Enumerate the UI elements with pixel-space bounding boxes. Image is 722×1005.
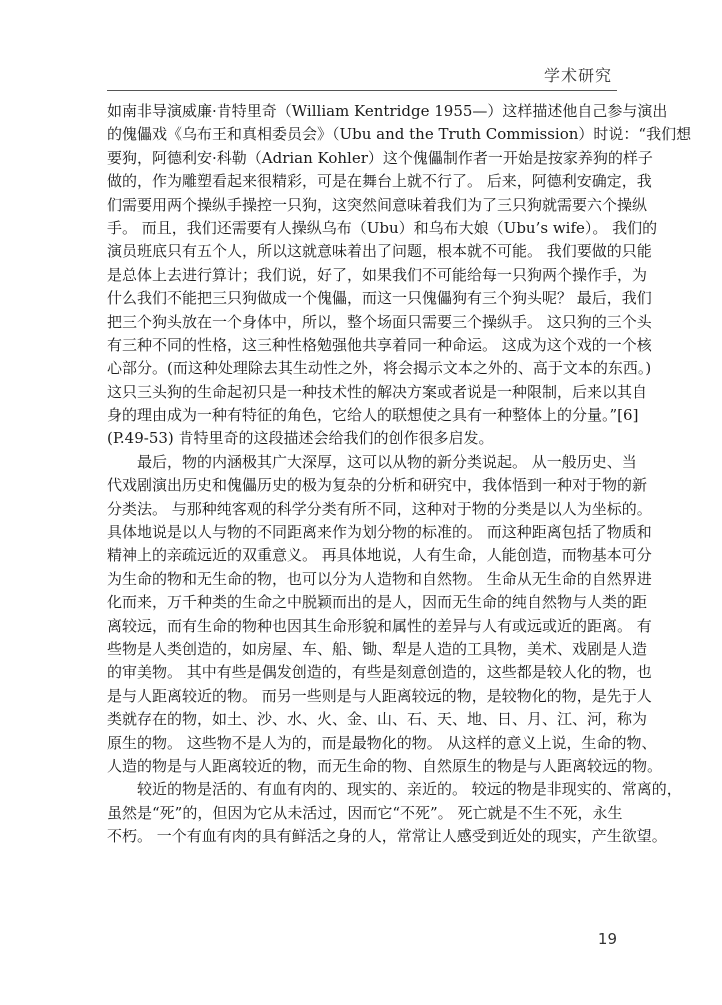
text-line: (P.49-53) 肯特里奇的这段描述会给我们的创作很多启发。	[107, 429, 494, 448]
text-line: 如南非导演威廉·肯特里奇（William Kentridge 1955—）这样描述他自己参与演出	[107, 102, 668, 120]
text-line: 代戏剧演出历史和傀儡历史的极为复杂的分析和研究中，我体悟到一种对于物的新	[107, 476, 648, 495]
text-line: 些物是人类创造的，如房屋、车、船、锄、犁是人造的工具物，美术、戏剧是人造	[107, 639, 648, 658]
text-line: 身的理由成为一种有特征的角色，它给人的联想使之具有一种整体上的分量。”[6]	[107, 406, 639, 425]
text-line: 心部分。(而这种处理除去其生动性之外，将会揭示文本之外的、高于文本的东西。)	[107, 359, 652, 378]
text-line: 类就存在的物，如土、沙、水、火、金、山、石、天、地、日、月、江、河，称为	[107, 710, 648, 729]
text-line: 的审美物。 其中有些是偶发创造的，有些是刻意创造的，这些都是较人化的物，也	[107, 663, 652, 682]
text-line: 的傀儡戏《乌布王和真相委员会》（Ubu and the Truth Commission）时说：“我们想	[107, 125, 692, 144]
text-line: 精神上的亲疏远近的双重意义。 再具体地说，人有生命，人能创造，而物基本可分	[107, 546, 652, 565]
text-line: 虽然是“死”的，但因为它从未活过，因而它“不死”。 死亡就是不生不死，永生	[107, 803, 623, 822]
running-header-title: 学术研究	[543, 66, 612, 85]
paragraph-first-line: 最后，物的内涵极其广大深厚，这可以从物的新分类说起。 从一般历史、当	[137, 452, 637, 471]
text-line: 离较远，而有生命的物种也因其生命形貌和属性的差异与人有或远或近的距离。 有	[107, 616, 652, 635]
text-line: 分类法。 与那种纯客观的科学分类有所不同，这种对于物的分类是以人为坐标的。	[107, 499, 652, 518]
page-number: 19	[597, 930, 617, 948]
text-line: 们需要用两个操纵手操控一只狗，这突然间意味着我们为了三只狗就需要六个操纵	[107, 195, 648, 214]
text-line: 具体地说是以人与物的不同距离来作为划分物的标准的。 而这种距离包括了物质和	[107, 523, 652, 542]
text-line: 化而来，万千种类的生命之中脱颖而出的是人，因而无生命的纯自然物与人类的距	[107, 593, 648, 612]
header-rule	[107, 90, 617, 91]
text-line: 这只三头狗的生命起初只是一种技术性的解决方案或者说是一种限制，后来以其自	[107, 382, 648, 401]
text-line: 把三个狗头放在一个身体中，所以，整个场面只需要三个操纵手。 这只狗的三个头	[107, 312, 652, 331]
text-line: 是总体上去进行算计；我们说，好了，如果我们不可能给每一只狗两个操作手，为	[107, 265, 648, 284]
text-line: 原生的物。 这些物不是人为的，而是最物化的物。 从这样的意义上说，生命的物、	[107, 733, 657, 752]
body-text	[107, 100, 692, 849]
text-line: 人造的物是与人距离较近的物，而无生命的物、自然原生的物是与人距离较远的物。	[107, 756, 663, 775]
paragraph-first-line: 较近的物是活的、有血有肉的、现实的、亲近的。 较远的物是非现实的、常离的，	[137, 780, 682, 799]
text-line: 什么我们不能把三只狗做成一个傀儡，而这一只傀儡狗有三个狗头呢？ 最后，我们	[107, 289, 652, 308]
text-line: 演员班底只有五个人，所以这就意味着出了问题，根本就不可能。 我们要做的只能	[107, 242, 652, 261]
text-line: 要狗，阿德利安·科勒（Adrian Kohler）这个傀儡制作者一开始是按家养狗的样子	[107, 148, 653, 167]
text-line: 不朽。 一个有血有肉的具有鲜活之身的人，常常让人感受到近处的现实，产生欲望。	[107, 827, 667, 846]
text-line: 做的，作为雕塑看起来很精彩，可是在舞台上就不行了。 后来，阿德利安确定，我	[107, 172, 652, 191]
text-line: 为生命的物和无生命的物，也可以分为人造物和自然物。 生命从无生命的自然界进	[107, 569, 652, 588]
text-line: 有三种不同的性格，这三种性格勉强他共享着同一种命运。 这成为这个戏的一个核	[107, 335, 652, 354]
text-line: 是与人距离较近的物。 而另一些则是与人距离较远的物，是较物化的物，是先于人	[107, 686, 652, 705]
text-line: 手。 而且，我们还需要有人操纵乌布（Ubu）和乌布大娘（Ubu’s wife）。 我们的	[107, 218, 658, 237]
